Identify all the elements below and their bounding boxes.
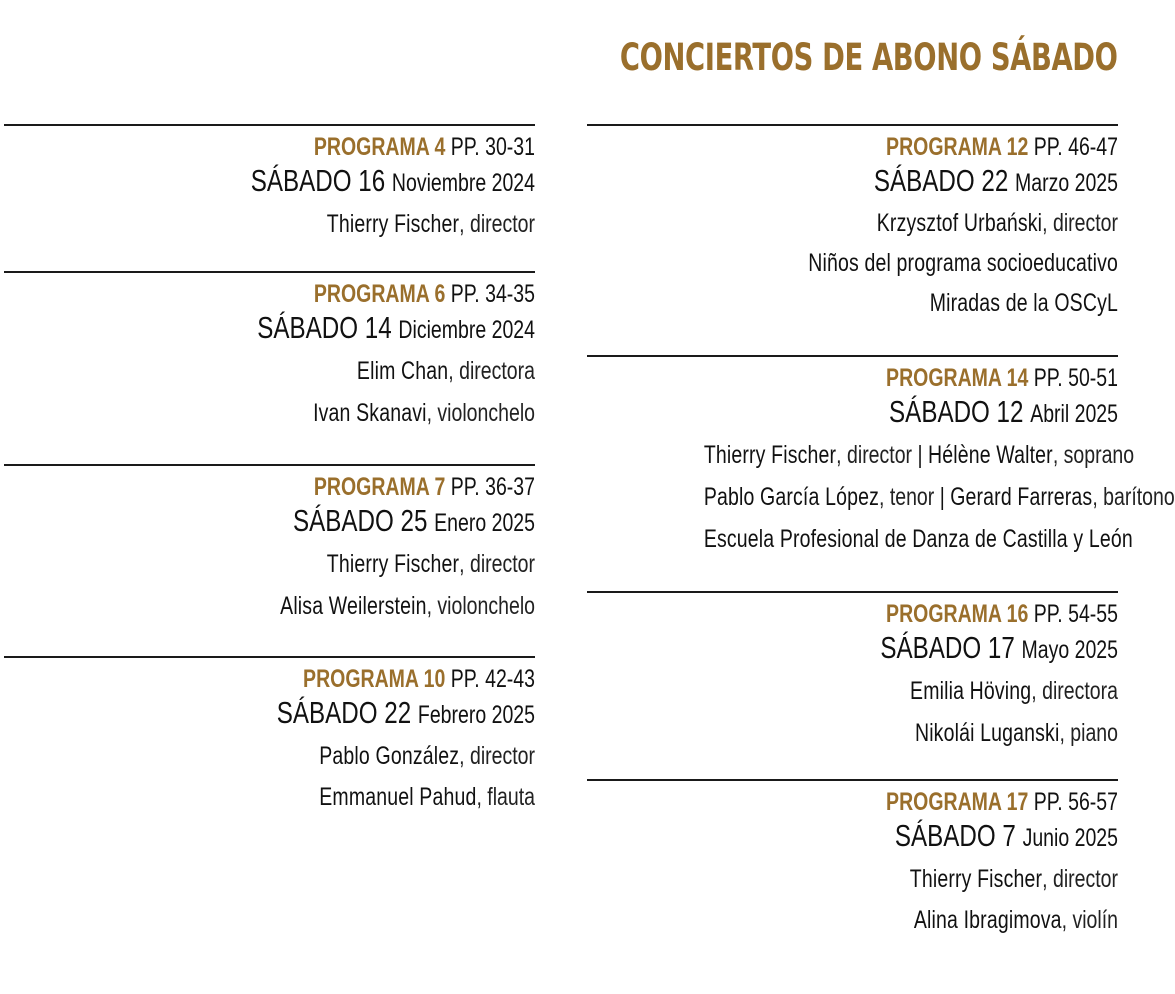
concert-date bbox=[704, 390, 1118, 434]
concert-month: Diciembre 2024 bbox=[398, 316, 535, 344]
page-range: PP. 42-43 bbox=[450, 665, 535, 693]
concert-day: SÁBADO 14 bbox=[257, 310, 392, 345]
performer-line bbox=[704, 900, 1118, 940]
performer-role: , director bbox=[459, 550, 535, 578]
performer-role: , director bbox=[1042, 209, 1118, 237]
concert-day: SÁBADO 22 bbox=[276, 695, 412, 730]
separator: | bbox=[939, 483, 945, 511]
concert-day: SÁBADO 7 bbox=[894, 818, 1016, 853]
program-block bbox=[587, 591, 1118, 754]
concert-day: SÁBADO 12 bbox=[889, 394, 1024, 429]
performer-name: Krzysztof Urbański bbox=[876, 209, 1043, 237]
concert-month: Mayo 2025 bbox=[1021, 636, 1118, 664]
page-range: PP. 30-31 bbox=[450, 133, 535, 161]
concert-day: SÁBADO 17 bbox=[880, 630, 1015, 665]
page-range: PP. 54-55 bbox=[1033, 600, 1118, 628]
program-block bbox=[4, 124, 535, 245]
concert-month: Abril 2025 bbox=[1030, 400, 1118, 428]
program-block bbox=[587, 355, 1175, 560]
performer-name: Alina Ibragimova bbox=[913, 906, 1062, 934]
performer-line bbox=[704, 203, 1118, 243]
concert-date bbox=[704, 814, 1118, 858]
performer-line bbox=[704, 858, 1118, 900]
program-heading bbox=[704, 366, 1118, 390]
performer-line bbox=[121, 350, 535, 392]
separator: | bbox=[917, 441, 923, 469]
performer-role: , barítono bbox=[1092, 483, 1175, 511]
performer-name: Thierry Fischer bbox=[703, 441, 837, 469]
performer-line bbox=[703, 434, 1135, 476]
performer-role: , director bbox=[836, 441, 913, 469]
program-label: PROGRAMA 6 bbox=[313, 280, 446, 308]
performer-role: , violonchelo bbox=[426, 592, 535, 620]
concert-day: SÁBADO 22 bbox=[873, 163, 1009, 198]
performer-name: Hélène Walter bbox=[927, 441, 1053, 469]
performer-name: Ivan Skanavi bbox=[313, 399, 427, 427]
concert-day: SÁBADO 16 bbox=[250, 163, 386, 198]
performer-name: Alisa Weilerstein bbox=[280, 592, 427, 620]
performer-line bbox=[121, 585, 535, 627]
concert-day: SÁBADO 25 bbox=[293, 503, 428, 538]
performer-name: Niños del programa socioeducativo bbox=[808, 249, 1118, 277]
concert-date bbox=[121, 691, 535, 735]
performer-name: Escuela Profesional de Danza de Castilla y León bbox=[703, 525, 1133, 553]
page-title: CONCIERTOS DE ABONO SÁBADO bbox=[620, 36, 1118, 79]
performer-role: , violonchelo bbox=[426, 399, 535, 427]
program-label: PROGRAMA 12 bbox=[886, 133, 1029, 161]
page-range: PP. 46-47 bbox=[1033, 133, 1118, 161]
program-label: PROGRAMA 7 bbox=[313, 473, 446, 501]
concert-month: Febrero 2025 bbox=[417, 701, 535, 729]
performer-name: Gerard Farreras bbox=[950, 483, 1093, 511]
page-range: PP. 36-37 bbox=[450, 473, 535, 501]
performer-name: Pablo García López bbox=[703, 483, 879, 511]
program-block bbox=[587, 124, 1118, 323]
program-label: PROGRAMA 10 bbox=[303, 665, 446, 693]
page-range: PP. 50-51 bbox=[1033, 364, 1118, 392]
program-heading bbox=[704, 790, 1118, 814]
performer-line bbox=[121, 543, 535, 585]
program-block bbox=[4, 464, 535, 627]
performer-role: , soprano bbox=[1052, 441, 1135, 469]
program-label: PROGRAMA 16 bbox=[886, 600, 1029, 628]
performer-line bbox=[704, 283, 1118, 323]
performer-role: , director bbox=[459, 742, 535, 770]
concert-date bbox=[121, 499, 535, 543]
performer-name: Thierry Fischer bbox=[326, 550, 460, 578]
program-heading bbox=[121, 667, 535, 691]
performer-line bbox=[703, 476, 1175, 518]
program-label: PROGRAMA 17 bbox=[886, 788, 1029, 816]
concert-date bbox=[704, 159, 1118, 203]
program-block bbox=[4, 271, 535, 434]
performer-name: Elim Chan bbox=[356, 357, 449, 385]
performer-line bbox=[704, 670, 1118, 712]
program-heading bbox=[121, 282, 535, 306]
concert-date bbox=[121, 306, 535, 350]
performer-name: Emilia Höving bbox=[910, 677, 1032, 705]
performer-role: , flauta bbox=[476, 783, 535, 811]
performer-line bbox=[704, 712, 1118, 754]
program-heading bbox=[121, 135, 535, 159]
concert-month: Marzo 2025 bbox=[1015, 169, 1118, 197]
program-block bbox=[587, 779, 1118, 940]
performer-role: , directora bbox=[448, 357, 535, 385]
performer-line bbox=[703, 518, 1133, 560]
program-label: PROGRAMA 14 bbox=[886, 364, 1029, 392]
performer-name: Emmanuel Pahud bbox=[319, 783, 477, 811]
performer-role: , piano bbox=[1059, 719, 1118, 747]
program-heading bbox=[121, 475, 535, 499]
performer-role: , directora bbox=[1031, 677, 1118, 705]
performer-name: Nikolái Luganski bbox=[914, 719, 1060, 747]
performer-line bbox=[121, 777, 535, 817]
performer-role: , violín bbox=[1061, 906, 1118, 934]
concert-month: Noviembre 2024 bbox=[391, 169, 535, 197]
performer-name: Thierry Fischer bbox=[326, 210, 460, 238]
performer-name: Pablo González bbox=[319, 742, 460, 770]
concert-month: Enero 2025 bbox=[434, 509, 535, 537]
performer-line bbox=[121, 203, 535, 245]
program-heading bbox=[704, 602, 1118, 626]
program-block bbox=[4, 656, 535, 817]
performer-line bbox=[704, 243, 1118, 283]
concert-month: Junio 2025 bbox=[1022, 824, 1118, 852]
page-range: PP. 34-35 bbox=[450, 280, 535, 308]
performer-role: , tenor bbox=[878, 483, 935, 511]
performer-role: , director bbox=[459, 210, 535, 238]
performer-line bbox=[121, 392, 535, 434]
program-heading bbox=[704, 135, 1118, 159]
concert-date bbox=[704, 626, 1118, 670]
concert-date bbox=[121, 159, 535, 203]
performer-role: , director bbox=[1042, 865, 1118, 893]
performer-name: Thierry Fischer bbox=[909, 865, 1043, 893]
page-range: PP. 56-57 bbox=[1033, 788, 1118, 816]
program-label: PROGRAMA 4 bbox=[313, 133, 446, 161]
performer-line bbox=[121, 735, 535, 777]
performer-name: Miradas de la OSCyL bbox=[929, 289, 1118, 317]
